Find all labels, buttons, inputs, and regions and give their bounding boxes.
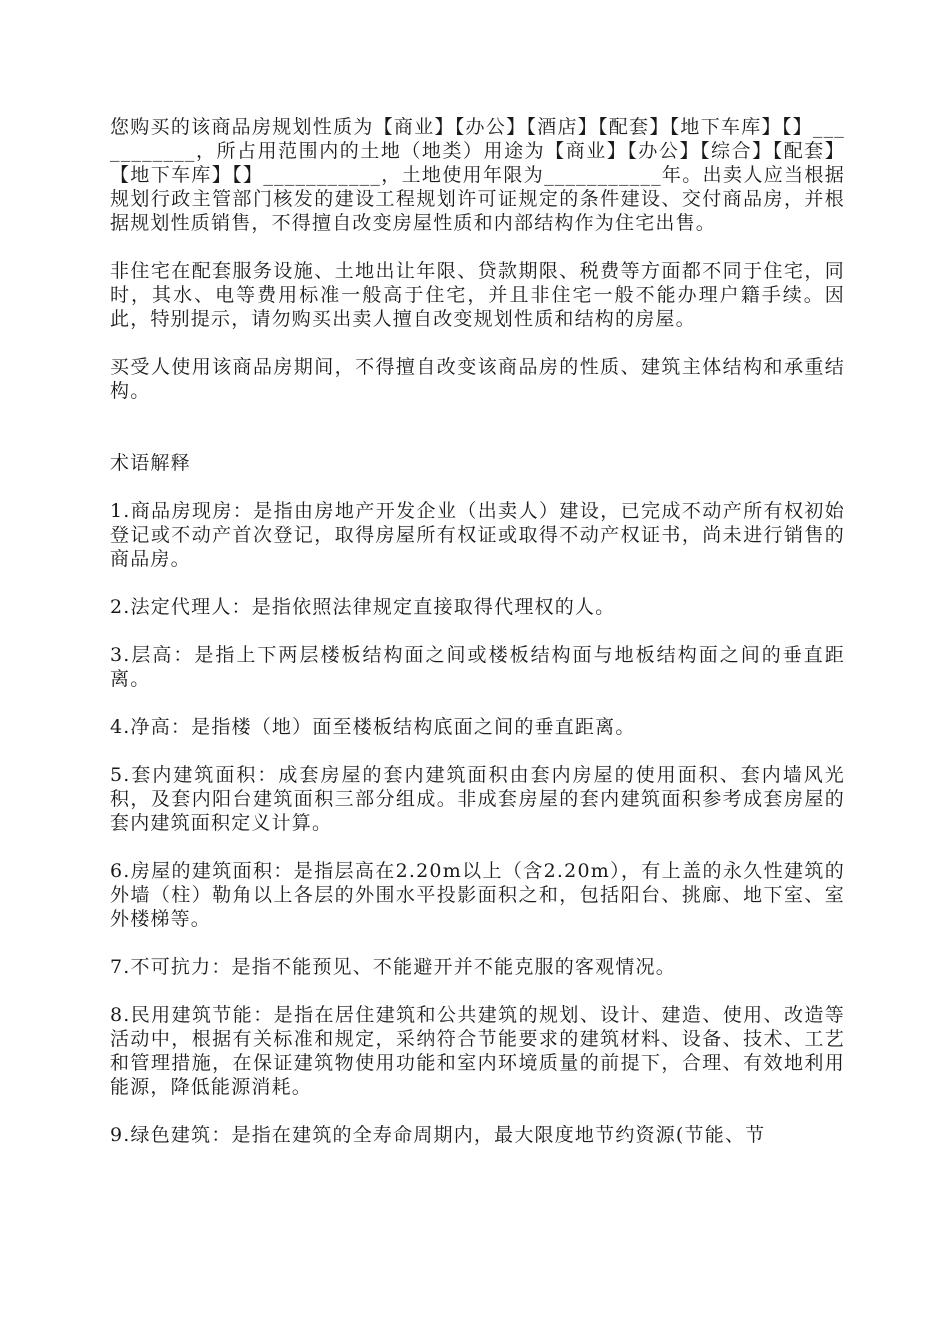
usage-restriction-paragraph: 买受人使用该商品房期间，不得擅自改变该商品房的性质、建筑主体结构和承重结构。 [110,356,845,402]
term-item: 8.民用建筑节能：是指在居住建筑和公共建筑的规划、设计、建造、使用、改造等活动中，根据有关标准和规定，采纳符合节能要求的建筑材料、设备、技术、工艺和管理措施，在保证建筑物使用功能和室内环境质量的前提下，合理、有效地利用能源，降低能源消耗。 [110,1004,845,1098]
term-item: 7.不可抗力：是指不能预见、不能避开并不能克服的客观情况。 [110,956,676,978]
term-item: 2.法定代理人：是指依照法律规定直接取得代理权的人。 [110,596,616,618]
term-item: 1.商品房现房：是指由房地产开发企业（出卖人）建设，已完成不动产所有权初始登记或不动产首次登记，取得房屋所有权证或取得不动产权证书，尚未进行销售的商品房。 [110,500,845,570]
term-item: 3.层高：是指上下两层楼板结构面之间或楼板结构面与地板结构面之间的垂直距离。 [110,644,845,690]
term-item: 6.房屋的建筑面积：是指层高在2.20m以上（含2.20m），有上盖的永久性建筑的外墙（柱）勒角以上各层的外围水平投影面积之和，包括阳台、挑廊、地下室、室外楼梯等。 [110,860,845,930]
term-item: 5.套内建筑面积：成套房屋的套内建筑面积由套内房屋的使用面积、套内墙风光积，及套内阳台建筑面积三部分组成。非成套房屋的套内建筑面积参考成套房屋的套内建筑面积定义计算。 [110,764,845,834]
non-residential-notice-paragraph: 非住宅在配套服务设施、土地出让年限、贷款期限、税费等方面都不同于住宅，同时，其水、电等费用标准一般高于住宅，并且非住宅一般不能办理户籍手续。因此，特别提示，请勿购买出卖人擅自改变规划性质和结构的房屋。 [110,260,845,330]
planning-nature-paragraph: 您购买的该商品房规划性质为【商业】【办公】【酒店】【配套】【地下车库】【】___________，所占用范围内的土地（地类）用途为【商业】【办公】【综合】【配套】【地下车库】【】___________，土地使用年限为___________年。出卖人应当根据规划行政主管部门核发的建设工程规划许可证规定的条件建设、交付商品房，并根据规划性质销售，不得擅自改变房屋性质和内部结构作为住宅出售。 [110,116,845,234]
term-item: 9.绿色建筑：是指在建筑的全寿命周期内，最大限度地节约资源(节能、节 [110,1124,766,1146]
term-item: 4.净高：是指楼（地）面至楼板结构底面之间的垂直距离。 [110,716,636,738]
terms-heading: 术语解释 [110,452,191,474]
document-page [110,115,845,1171]
